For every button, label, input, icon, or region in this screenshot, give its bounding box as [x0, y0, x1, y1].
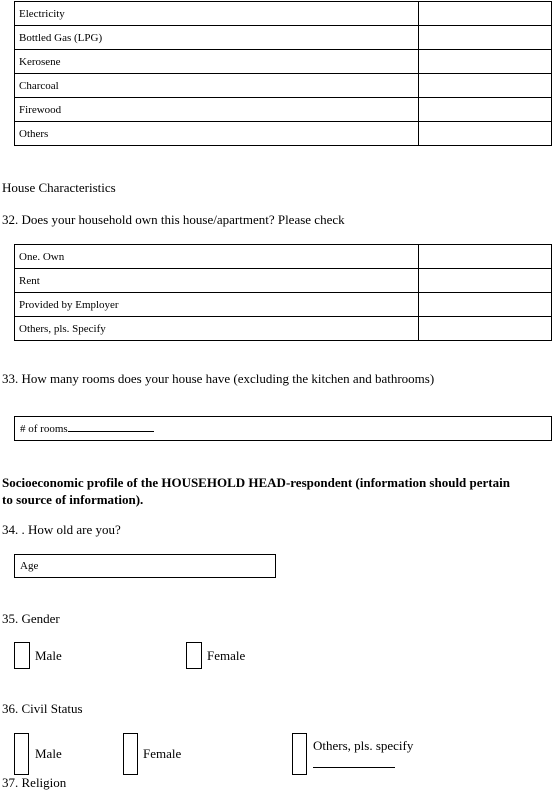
- question-37: 37. Religion: [2, 775, 67, 790]
- ownership-check-cell[interactable]: [419, 317, 552, 341]
- table-row: [15, 269, 552, 293]
- table-row: [15, 317, 552, 341]
- rooms-underline: [68, 431, 154, 432]
- rooms-field-label: # of rooms: [20, 423, 68, 435]
- fuel-table: [14, 1, 552, 146]
- question-33: 33. How many rooms does your house have (excluding the kitchen and bathrooms): [2, 371, 435, 386]
- table-row: [15, 245, 552, 269]
- age-field-label: Age: [20, 560, 39, 572]
- gender-male-label: Male: [35, 648, 62, 663]
- civil-male-checkbox[interactable]: [14, 733, 29, 775]
- civil-others-label: Others, pls. specify: [313, 738, 414, 753]
- ownership-check-cell[interactable]: [419, 269, 552, 293]
- ownership-check-cell[interactable]: [419, 293, 552, 317]
- ownership-table: [14, 244, 552, 341]
- ownership-label: Provided by Employer: [15, 293, 419, 317]
- table-row: [15, 2, 552, 26]
- gender-female-label: Female: [207, 648, 246, 663]
- civil-female-label: Female: [143, 746, 182, 761]
- ownership-label: Others, pls. Specify: [15, 317, 419, 341]
- fuel-label: Bottled Gas (LPG): [15, 26, 419, 50]
- socio-heading: Socioeconomic profile of the HOUSEHOLD HEAD-respondent (information should pertain to source of information).: [2, 475, 510, 507]
- rooms-field[interactable]: [14, 416, 552, 441]
- age-field[interactable]: [14, 554, 276, 578]
- fuel-label: Others: [15, 122, 419, 146]
- fuel-label: Charcoal: [15, 74, 419, 98]
- table-row: [15, 122, 552, 146]
- fuel-check-cell[interactable]: [419, 74, 552, 98]
- fuel-label: Kerosene: [15, 50, 419, 74]
- gender-male-checkbox[interactable]: [14, 642, 30, 669]
- civil-others-checkbox[interactable]: [292, 733, 307, 775]
- table-row: [15, 98, 552, 122]
- table-row: [15, 26, 552, 50]
- question-34: 34. . How old are you?: [2, 522, 121, 537]
- ownership-check-cell[interactable]: [419, 245, 552, 269]
- section-heading-house: House Characteristics: [2, 180, 116, 195]
- fuel-check-cell[interactable]: [419, 50, 552, 74]
- table-row: [15, 293, 552, 317]
- ownership-label: Rent: [15, 269, 419, 293]
- ownership-label: One. Own: [15, 245, 419, 269]
- fuel-label: Electricity: [15, 2, 419, 26]
- table-row: [15, 74, 552, 98]
- fuel-check-cell[interactable]: [419, 98, 552, 122]
- question-32: 32. Does your household own this house/apartment? Please check: [2, 212, 345, 227]
- civil-others-underline[interactable]: [313, 767, 395, 768]
- question-35: 35. Gender: [2, 611, 60, 626]
- fuel-check-cell[interactable]: [419, 2, 552, 26]
- fuel-check-cell[interactable]: [419, 26, 552, 50]
- civil-female-checkbox[interactable]: [123, 733, 138, 775]
- table-row: [15, 50, 552, 74]
- civil-male-label: Male: [35, 746, 62, 761]
- fuel-check-cell[interactable]: [419, 122, 552, 146]
- question-36: 36. Civil Status: [2, 701, 83, 716]
- fuel-label: Firewood: [15, 98, 419, 122]
- gender-female-checkbox[interactable]: [186, 642, 202, 669]
